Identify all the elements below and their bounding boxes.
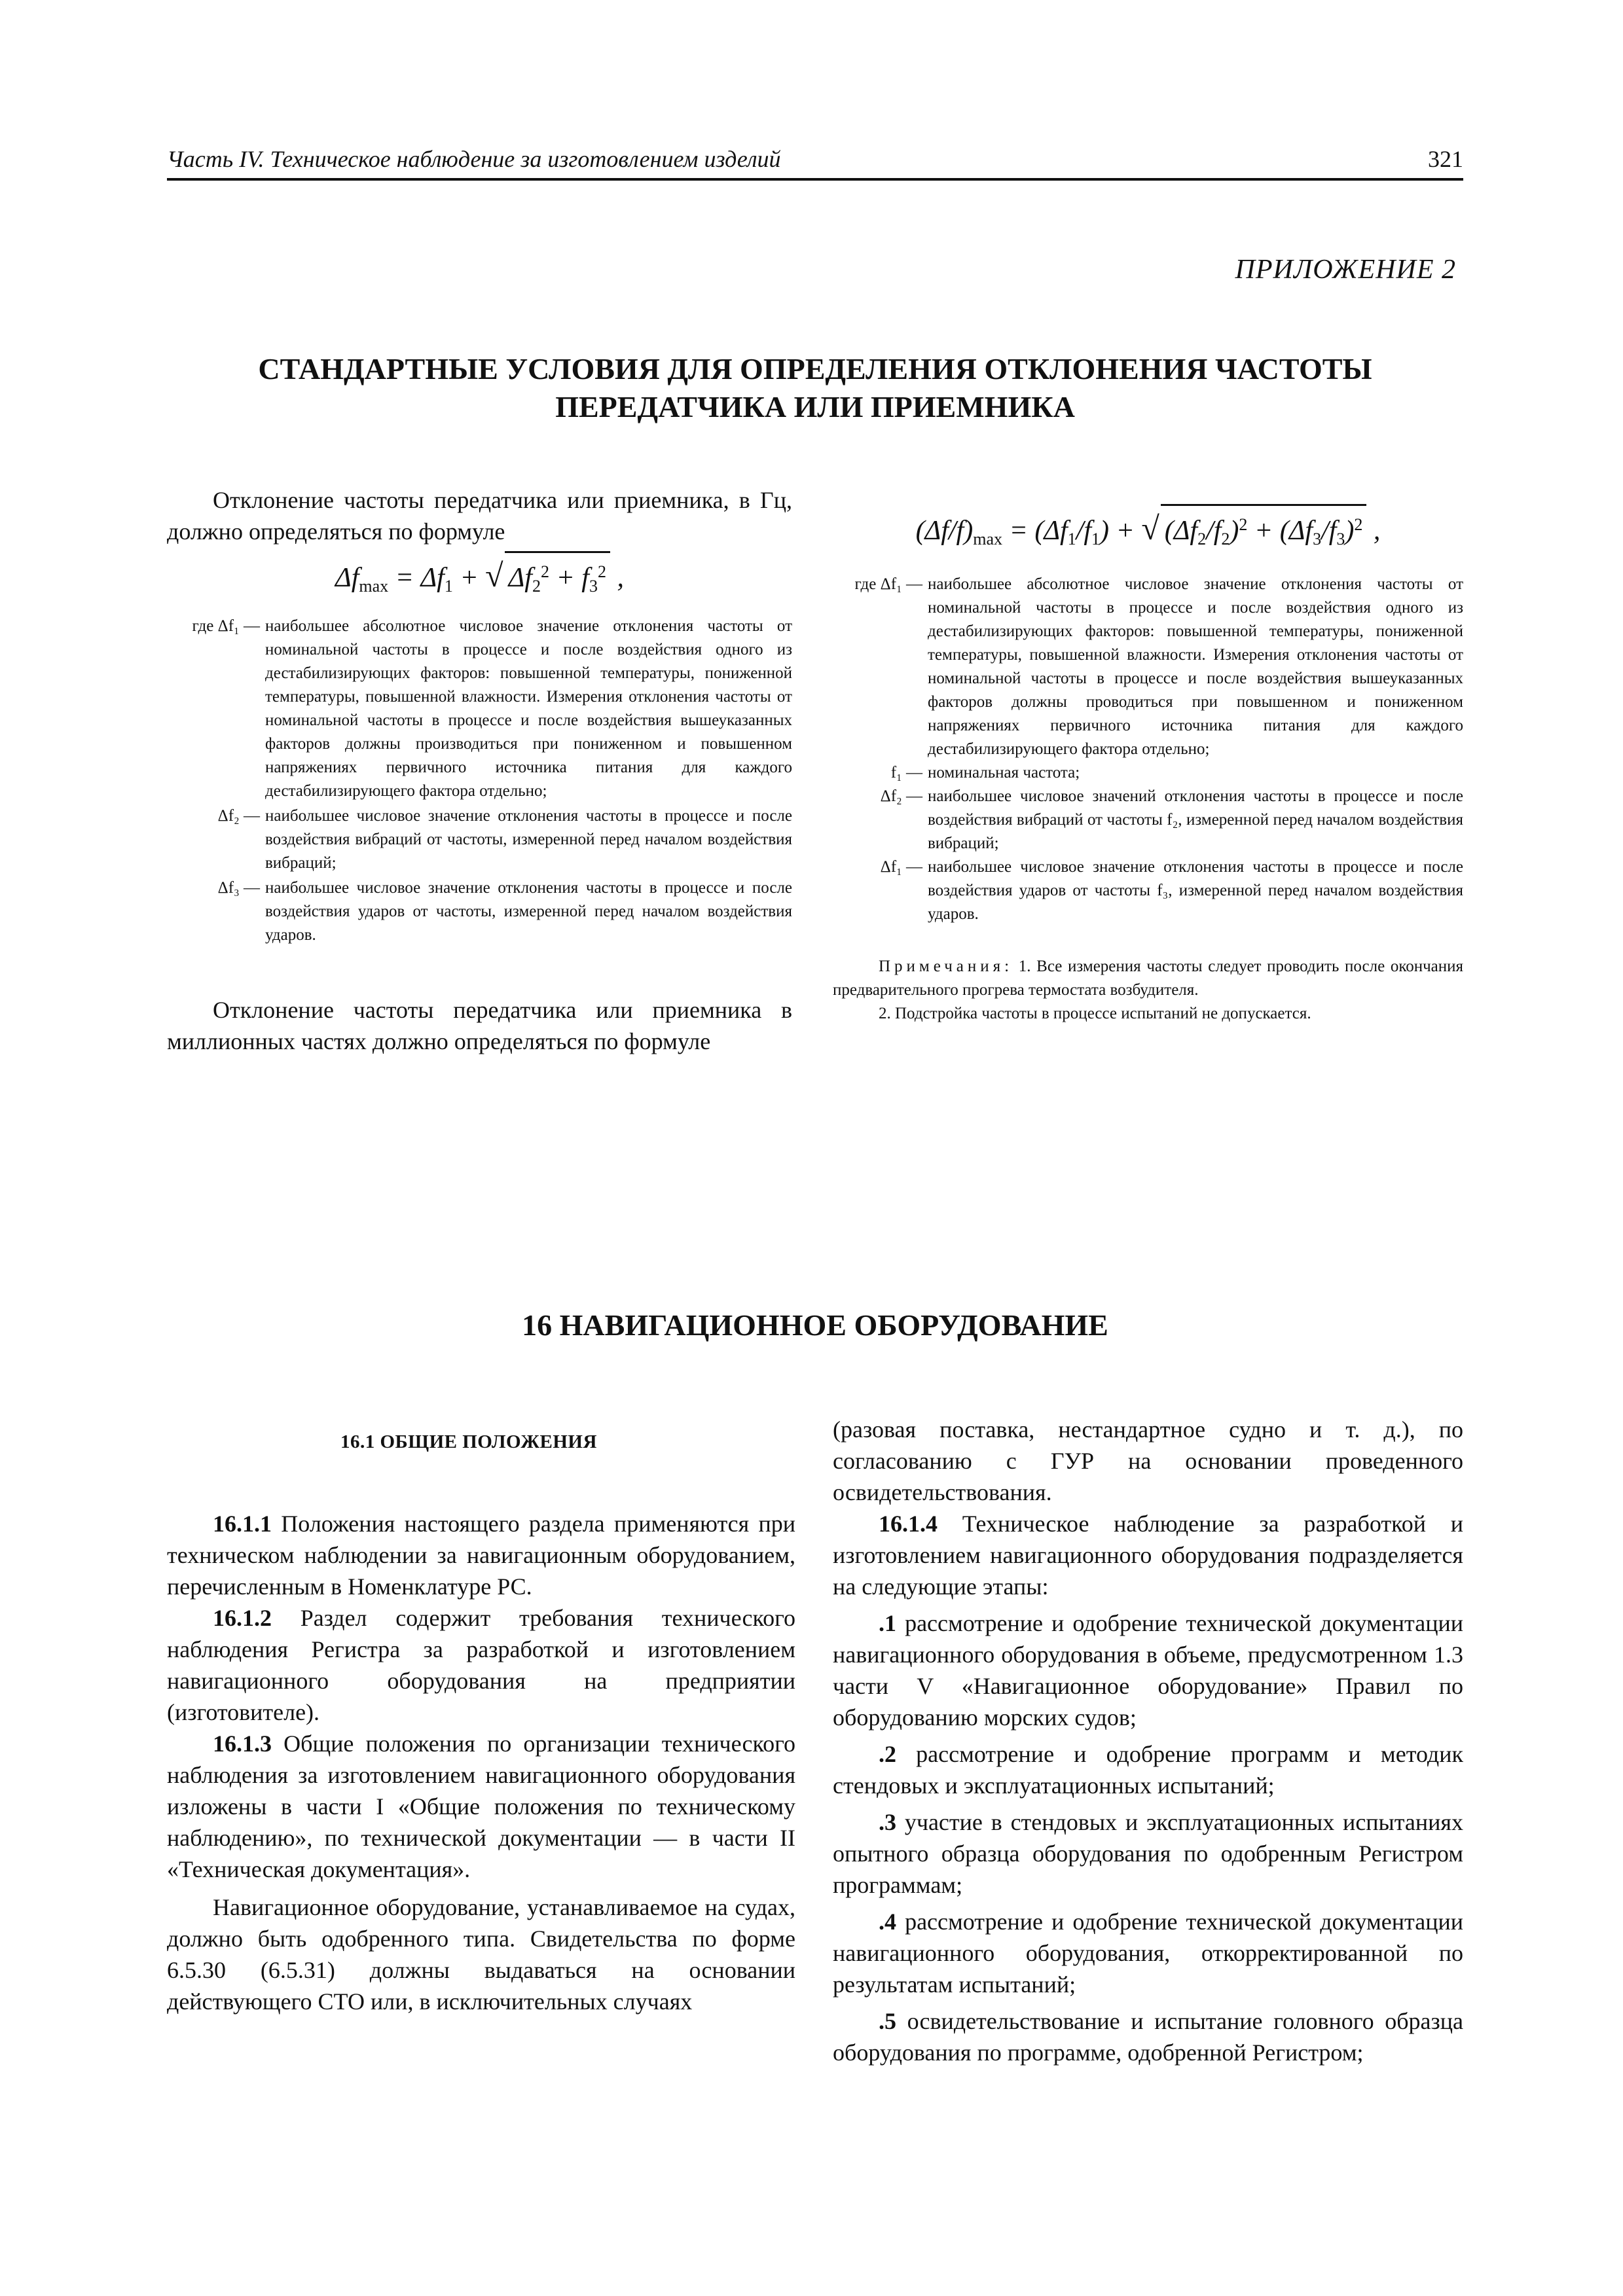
section-title: 16 НАВИГАЦИОННОЕ ОБОРУДОВАНИЕ: [522, 1308, 1108, 1342]
definition-text: номинальная частота;: [928, 764, 1080, 781]
definition-item: [167, 615, 792, 803]
definition-term: f₁ —: [890, 764, 922, 781]
appendix-title: [167, 350, 1463, 426]
definition-term: Δf₁ —: [880, 858, 922, 876]
clause-number: 16.1.1: [213, 1511, 272, 1537]
clause-number: 16.1.4: [879, 1511, 938, 1537]
left-definitions: [167, 615, 792, 947]
note-label: Примечания:: [879, 958, 1013, 975]
stage-number: .3: [879, 1809, 896, 1835]
appendix-title-line2: ПЕРЕДАТЧИКА ИЛИ ПРИЕМНИКА: [555, 390, 1075, 423]
intro-paragraph: Отклонение частоты передатчика или приемника, в Гц, должно определяться по формуле: [167, 487, 792, 545]
stage-text: участие в стендовых и эксплуатационных испытаниях опытного образца оборудования по одобренным Регистром программам;: [833, 1809, 1463, 1898]
note-1: [833, 955, 1463, 1002]
running-header: [167, 145, 1463, 173]
notes-block: [833, 955, 1463, 1026]
definition-term: Δf₃ —: [217, 879, 260, 897]
stage-item-1: [833, 1607, 1463, 1733]
stage-number: .4: [879, 1909, 896, 1935]
clause-16-1-3: [167, 1728, 795, 1885]
definition-text: наибольшее числовое значение отклонения частоты в процессе и после воздействия ударов от частоты, измеренной перед началом воздействия ударов.: [265, 879, 792, 944]
clause-text: Общие положения по организации технического наблюдения за изготовлением навигационного оборудования изложены в части I «Общие положения по техническому наблюдению», по технической документации — в части II «Техническая документация».: [167, 1731, 796, 1882]
stage-text: рассмотрение и одобрение технической документации навигационного оборудования, откорректированной по результатам испытаний;: [833, 1909, 1464, 1998]
stage-number: .2: [879, 1741, 896, 1767]
definition-item: [833, 761, 1463, 785]
clause-number: 16.1.3: [213, 1731, 272, 1757]
definition-item: [167, 804, 792, 875]
definition-item: [167, 876, 792, 947]
stage-number: .1: [879, 1610, 896, 1636]
definition-text: наибольшее числовое значений отклонения частоты в процессе и после воздействия вибраций от частоты f₂, измеренной перед началом воздействия вибраций;: [928, 787, 1463, 852]
section-left-column: [167, 1508, 795, 2017]
clause-text: Техническое наблюдение за разработкой и изготовлением навигационного оборудования подразделяется на следующие этапы:: [833, 1511, 1463, 1600]
clause-16-1-2: [167, 1602, 795, 1728]
header-rule: [167, 178, 1463, 181]
stage-item-2: [833, 1738, 1463, 1801]
formula-hz: $\Delta f_{max} = \Delta f_1$ + √ $\Delta f_2^2 + f_3^2$ ,: [167, 551, 792, 605]
section-right-column: [833, 1414, 1463, 2068]
clause-text: Положения настоящего раздела применяются при техническом наблюдении за навигационным оборудованием, перечисленным в Номенклатуре РС.: [167, 1511, 796, 1600]
definition-text: наибольшее абсолютное числовое значение отклонения частоты от номинальной частоты в процессе и после воздействия одного из дестабилизирующих факторов: повышенной температуры, пониженной температуры, повышенной влажности. Измерения отклонения частоты от номинальной частоты в процессе и после воздействия вышеуказанных факторов должны производиться при пониженном и повышенном напряжениях первичного источника питания для каждого дестабилизирующего фактора отдельно;: [265, 617, 792, 800]
stage-item-4: [833, 1906, 1463, 2000]
clause-number: 16.1.2: [213, 1605, 272, 1631]
definition-item: [833, 785, 1463, 855]
clause-16-1-4: [833, 1508, 1463, 1602]
definition-item: [833, 855, 1463, 926]
note-1-text: 1. Все измерения частоты следует проводить после окончания предварительного прогрева термостата возбудителя.: [833, 958, 1463, 999]
clause-text: Раздел содержит требования технического наблюдения Регистра за разработкой и изготовлением навигационного оборудования на предприятии (изготовителе).: [167, 1605, 795, 1725]
definition-term: Δf₂ —: [217, 807, 260, 825]
definition-term: где Δf₁ —: [854, 575, 922, 593]
appendix-left-column: [167, 484, 792, 1057]
page-number: 321: [1428, 146, 1463, 172]
running-title: Часть IV. Техническое наблюдение за изготовлением изделий: [167, 146, 781, 172]
note-2: 2. Подстройка частоты в процессе испытаний не допускается.: [879, 1005, 1311, 1022]
stage-item-3: [833, 1806, 1463, 1901]
appendix-title-line1: СТАНДАРТНЫЕ УСЛОВИЯ ДЛЯ ОПРЕДЕЛЕНИЯ ОТКЛОНЕНИЯ ЧАСТОТЫ: [258, 352, 1372, 386]
stage-text: рассмотрение и одобрение технической документации навигационного оборудования в объеме, предусмотренном 1.3 части V «Навигационное оборудование» Правил по оборудованию морских судов;: [833, 1610, 1464, 1731]
clause-16-1-1: [167, 1508, 795, 1602]
right-definitions: [833, 573, 1463, 926]
definition-item: [833, 573, 1463, 761]
outro-paragraph: Отклонение частоты передатчика или приемника в миллионных частях должно определяться по формуле: [167, 997, 792, 1054]
appendix-label: ПРИЛОЖЕНИЕ 2: [1235, 255, 1456, 285]
stage-text: рассмотрение и одобрение программ и методик стендовых и эксплуатационных испытаний;: [833, 1741, 1463, 1799]
subsection-title: 16.1 ОБЩИЕ ПОЛОЖЕНИЯ: [340, 1431, 597, 1452]
continuation-paragraph: (разовая поставка, нестандартное судно и т. д.), по согласованию с ГУР на основании проведенного освидетельствования.: [833, 1416, 1463, 1505]
definition-text: наибольшее числовое значение отклонения частоты в процессе и после воздействия ударов от частоты f₃, измеренной перед началом воздействия ударов.: [928, 858, 1463, 923]
stage-text: освидетельствование и испытание головного образца оборудования по программе, одобренной Регистром;: [833, 2008, 1463, 2066]
definition-text: наибольшее числовое значение отклонения частоты в процессе и после воздействия вибраций от частоты, измеренной перед началом воздействия вибраций;: [265, 807, 792, 872]
definition-term: где Δf₁ —: [192, 617, 260, 635]
stage-number: .5: [879, 2008, 896, 2034]
formula-ppm: $(\Delta f/f)_{max} = (\Delta f_1/f_1)$ + √ $(\Delta f_2/f_2)^2 + (\Delta f_3/f_3)^2$ ,: [833, 504, 1463, 558]
appendix-right-column: [833, 504, 1463, 1026]
type-approval-paragraph: Навигационное оборудование, устанавливаемое на судах, должно быть одобренного типа. Свидетельства по форме 6.5.30 (6.5.31) должны выдаваться на основании действующего СТО или, в исключительных случаях: [167, 1894, 795, 2015]
definition-text: наибольшее абсолютное числовое значение отклонения частоты от номинальной частоты в процессе и после воздействия одного из дестабилизирующих факторов: повышенной температуры, пониженной температуры, повышенной влажности. Измерения отклонения частоты от номинальной частоты в процессе и после воздействия вышеуказанных факторов должны проводиться при повышенном и пониженном напряжениях первичного источника питания для каждого дестабилизирующего фактора отдельно;: [928, 575, 1463, 758]
stage-item-5: [833, 2005, 1463, 2068]
definition-term: Δf₂ —: [880, 787, 922, 805]
